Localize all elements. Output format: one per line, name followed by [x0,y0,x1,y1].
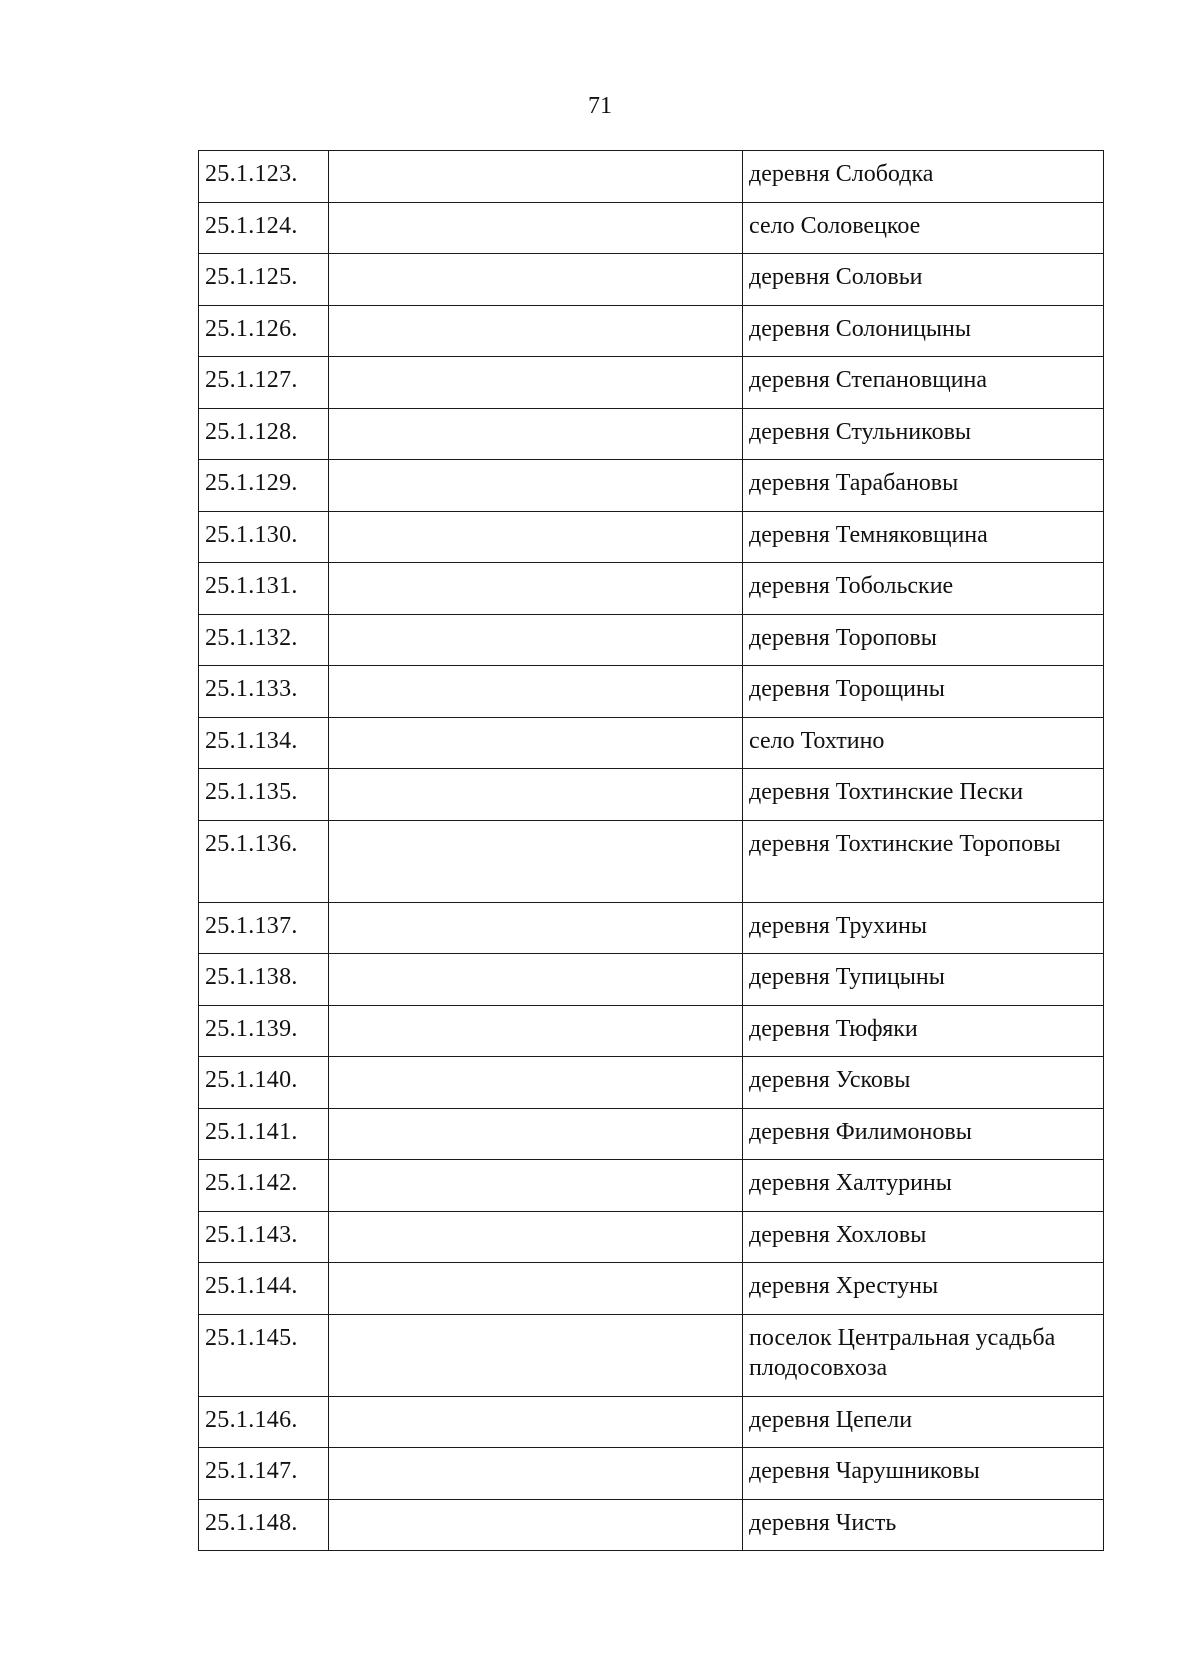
row-number-cell: 25.1.147. [199,1448,329,1500]
settlement-name-cell: деревня Тупицыны [743,954,1104,1006]
settlement-name-cell: деревня Тохтинские Тороповы [743,820,1104,902]
empty-cell [329,151,743,203]
empty-cell [329,902,743,954]
empty-cell [329,954,743,1006]
empty-cell [329,614,743,666]
table-row [199,305,1104,357]
row-number-cell: 25.1.125. [199,254,329,306]
table-row [199,1314,1104,1396]
settlement-name-cell: деревня Степановщина [743,357,1104,409]
table-row [199,408,1104,460]
table-row [199,1211,1104,1263]
empty-cell [329,1108,743,1160]
settlement-name-cell: поселок Центральная усадьба плодосовхоза [743,1314,1104,1396]
empty-cell [329,769,743,821]
table-row [199,151,1104,203]
table-row [199,357,1104,409]
empty-cell [329,1211,743,1263]
empty-cell [329,202,743,254]
table-row [199,1499,1104,1551]
table-row [199,254,1104,306]
settlement-name-cell: деревня Темняковщина [743,511,1104,563]
settlement-name-cell: деревня Тороповы [743,614,1104,666]
empty-cell [329,1314,743,1396]
empty-cell [329,1160,743,1212]
row-number-cell: 25.1.141. [199,1108,329,1160]
table-row [199,1160,1104,1212]
empty-cell [329,1448,743,1500]
row-number-cell: 25.1.144. [199,1263,329,1315]
table-row [199,614,1104,666]
empty-cell [329,1263,743,1315]
empty-cell [329,666,743,718]
row-number-cell: 25.1.137. [199,902,329,954]
table-row [199,1108,1104,1160]
settlement-name-cell: деревня Тобольские [743,563,1104,615]
empty-cell [329,460,743,512]
settlement-name-cell: село Соловецкое [743,202,1104,254]
row-number-cell: 25.1.126. [199,305,329,357]
empty-cell [329,1499,743,1551]
row-number-cell: 25.1.139. [199,1005,329,1057]
settlements-table [198,150,1104,1551]
empty-cell [329,1005,743,1057]
settlement-name-cell: деревня Хохловы [743,1211,1104,1263]
settlement-name-cell: деревня Торощины [743,666,1104,718]
table-row [199,511,1104,563]
row-number-cell: 25.1.130. [199,511,329,563]
row-number-cell: 25.1.132. [199,614,329,666]
row-number-cell: 25.1.134. [199,717,329,769]
row-number-cell: 25.1.133. [199,666,329,718]
row-number-cell: 25.1.124. [199,202,329,254]
row-number-cell: 25.1.131. [199,563,329,615]
row-number-cell: 25.1.145. [199,1314,329,1396]
row-number-cell: 25.1.128. [199,408,329,460]
settlement-name-cell: деревня Тарабановы [743,460,1104,512]
row-number-cell: 25.1.135. [199,769,329,821]
empty-cell [329,563,743,615]
settlement-name-cell: деревня Халтурины [743,1160,1104,1212]
settlement-name-cell: деревня Усковы [743,1057,1104,1109]
table-row [199,902,1104,954]
row-number-cell: 25.1.127. [199,357,329,409]
empty-cell [329,254,743,306]
table-row [199,1396,1104,1448]
table-body [199,151,1104,1551]
empty-cell [329,511,743,563]
settlement-name-cell: деревня Соловьи [743,254,1104,306]
row-number-cell: 25.1.138. [199,954,329,1006]
page-number: 71 [588,93,612,119]
settlement-name-cell: деревня Филимоновы [743,1108,1104,1160]
row-number-cell: 25.1.143. [199,1211,329,1263]
row-number-cell: 25.1.148. [199,1499,329,1551]
settlement-name-cell: деревня Чарушниковы [743,1448,1104,1500]
table-row [199,820,1104,902]
settlement-name-cell: деревня Тохтинские Пески [743,769,1104,821]
row-number-cell: 25.1.129. [199,460,329,512]
empty-cell [329,717,743,769]
row-number-cell: 25.1.123. [199,151,329,203]
empty-cell [329,1396,743,1448]
settlement-name-cell: деревня Трухины [743,902,1104,954]
empty-cell [329,305,743,357]
table-row [199,717,1104,769]
empty-cell [329,820,743,902]
table-row [199,1263,1104,1315]
table-row [199,954,1104,1006]
row-number-cell: 25.1.140. [199,1057,329,1109]
empty-cell [329,357,743,409]
empty-cell [329,408,743,460]
settlement-name-cell: село Тохтино [743,717,1104,769]
table-row [199,202,1104,254]
settlement-name-cell: деревня Тюфяки [743,1005,1104,1057]
settlement-name-cell: деревня Чисть [743,1499,1104,1551]
row-number-cell: 25.1.146. [199,1396,329,1448]
settlement-name-cell: деревня Солоницыны [743,305,1104,357]
row-number-cell: 25.1.136. [199,820,329,902]
table-row [199,1057,1104,1109]
settlement-name-cell: деревня Цепели [743,1396,1104,1448]
settlement-name-cell: деревня Хрестуны [743,1263,1104,1315]
table-row [199,1005,1104,1057]
row-number-cell: 25.1.142. [199,1160,329,1212]
settlement-name-cell: деревня Слободка [743,151,1104,203]
table-row [199,1448,1104,1500]
table-row [199,666,1104,718]
table-row [199,769,1104,821]
settlement-name-cell: деревня Стульниковы [743,408,1104,460]
table-row [199,460,1104,512]
empty-cell [329,1057,743,1109]
table-row [199,563,1104,615]
